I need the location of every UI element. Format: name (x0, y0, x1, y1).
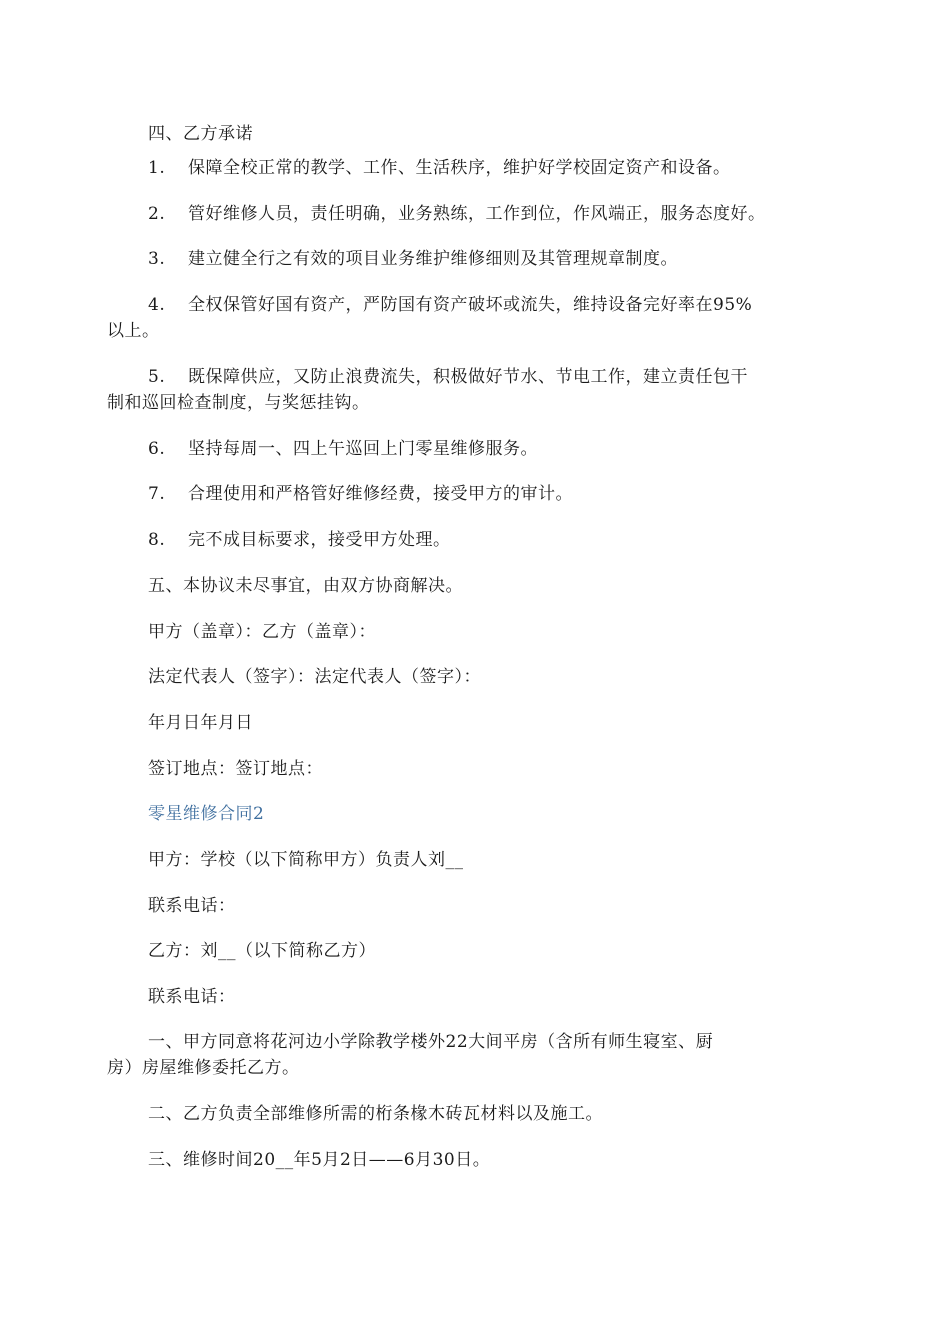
contract-2-title[interactable]: 零星维修合同2 (148, 804, 265, 824)
item-8-text: 完不成目标要求，接受甲方处理。 (188, 530, 451, 550)
item-3-number: 3. (148, 249, 166, 269)
representative-line: 法定代表人（签字）：法定代表人（签字）： (148, 667, 481, 687)
item-8-number: 8. (148, 530, 166, 550)
item-1-text: 保障全校正常的教学、工作、生活秩序，维护好学校固定资产和设备。 (188, 158, 731, 178)
clause-2: 二、乙方负责全部维修所需的桁条椽木砖瓦材料以及施工。 (148, 1104, 603, 1124)
item-2-text: 管好维修人员，责任明确，业务熟练，工作到位，作风端正，服务态度好。 (188, 204, 766, 224)
party-b-line: 乙方：刘__（以下简称乙方） (148, 941, 376, 961)
item-5-continuation: 制和巡回检查制度，与奖惩挂钩。 (107, 393, 370, 413)
item-4-continuation: 以上。 (107, 321, 160, 341)
clause-1-continuation: 房）房屋维修委托乙方。 (107, 1058, 300, 1078)
item-6-number: 6. (148, 439, 166, 459)
section5-text: 五、本协议未尽事宜，由双方协商解决。 (148, 576, 463, 596)
clause-3: 三、维修时间20__年5月2日——6月30日。 (148, 1150, 491, 1170)
section4-title: 四、乙方承诺 (148, 124, 253, 144)
party-b-phone: 联系电话： (148, 987, 236, 1007)
item-6-text: 坚持每周一、四上午巡回上门零星维修服务。 (188, 439, 538, 459)
item-1-number: 1. (148, 158, 166, 178)
item-7-text: 合理使用和严格管好维修经费，接受甲方的审计。 (188, 484, 573, 504)
item-2-number: 2. (148, 204, 166, 224)
item-4-number: 4. (148, 295, 166, 315)
item-5-text: 既保障供应，又防止浪费流失，积极做好节水、节电工作，建立责任包干 (188, 367, 748, 387)
signing-place-line: 签订地点：签订地点： (148, 759, 323, 779)
seal-line: 甲方（盖章）：乙方（盖章）： (148, 622, 376, 642)
item-3-text: 建立健全行之有效的项目业务维护维修细则及其管理规章制度。 (188, 249, 678, 269)
item-4-text: 全权保管好国有资产，严防国有资产破坏或流失，维持设备完好率在95% (188, 295, 753, 315)
clause-1: 一、甲方同意将花河边小学除教学楼外22大间平房（含所有师生寝室、厨 (148, 1032, 714, 1052)
party-a-phone: 联系电话： (148, 896, 236, 916)
item-7-number: 7. (148, 484, 166, 504)
item-5-number: 5. (148, 367, 166, 387)
date-line: 年月日年月日 (148, 713, 253, 733)
party-a-line: 甲方：学校（以下简称甲方）负责人刘__ (148, 850, 464, 870)
